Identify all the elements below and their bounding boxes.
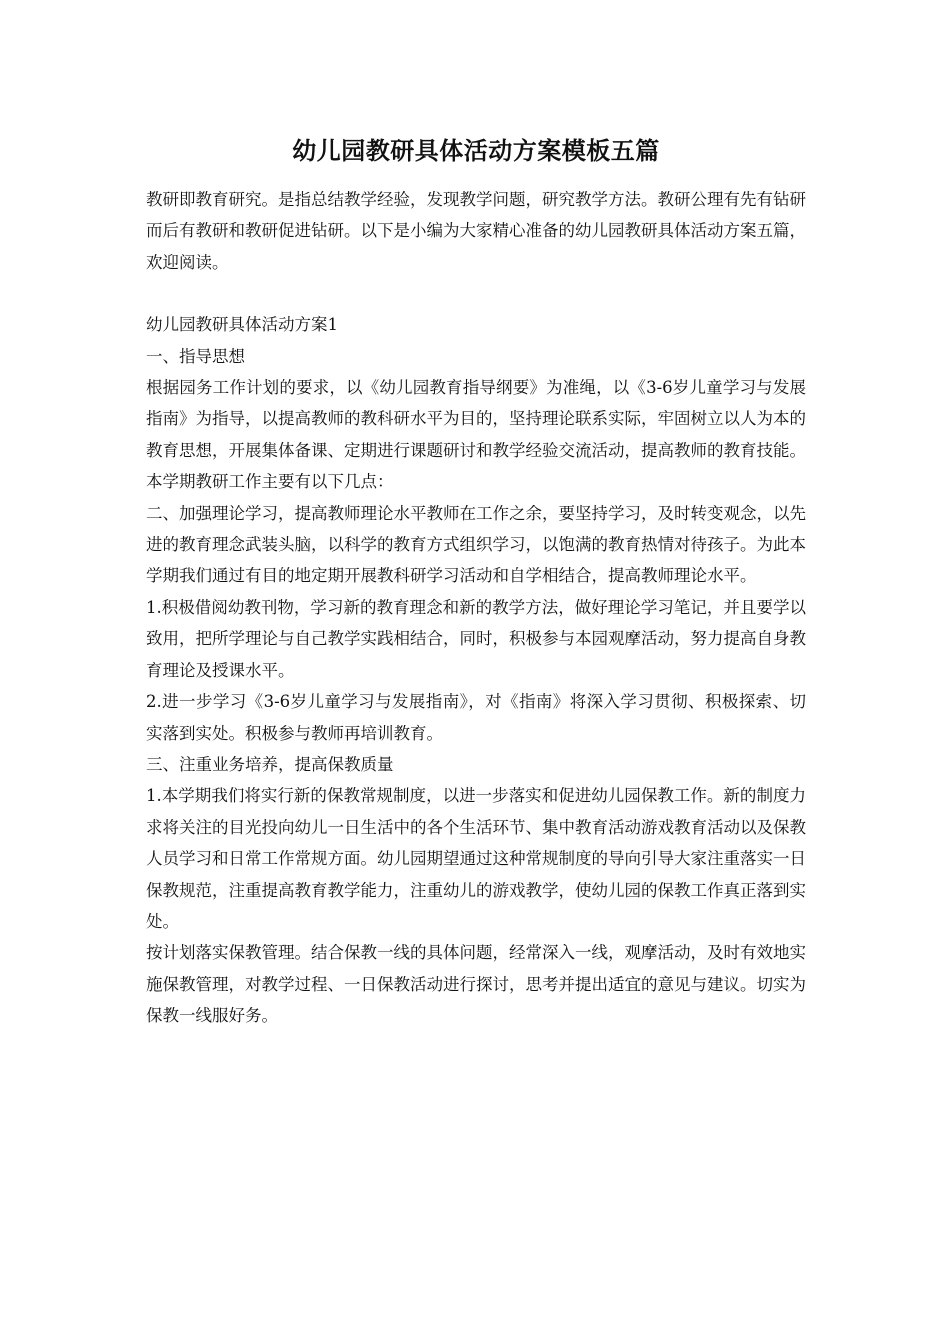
paragraph: 2.进一步学习《3-6岁儿童学习与发展指南》，对《指南》将深入学习贯彻、积极探索、切实落到实处。积极参与教师再培训教育。 bbox=[146, 692, 806, 743]
paragraph: 二、加强理论学习，提高教师理论水平教师在工作之余，要坚持学习，及时转变观念，以先进的教育理念武装头脑，以科学的教育方式组织学习，以饱满的教育热情对待孩子。为此本学期我们通过有目的地定期开展教科研学习活动和自学相结合，提高教师理论水平。 bbox=[146, 503, 806, 586]
section-heading: 幼儿园教研具体活动方案1 bbox=[146, 315, 338, 335]
document-body bbox=[146, 184, 806, 1032]
paragraph-gap bbox=[146, 278, 806, 309]
paragraph: 根据园务工作计划的要求，以《幼儿园教育指导纲要》为准绳，以《3-6岁儿童学习与发展指南》为指导，以提高教师的教科研水平为目的，坚持理论联系实际，牢固树立以人为本的教育思想，开展集体备课、定期进行课题研讨和教学经验交流活动，提高教师的教育技能。本学期教研工作主要有以下几点： bbox=[146, 378, 806, 492]
document-title: 幼儿园教研具体活动方案模板五篇 bbox=[292, 136, 660, 165]
paragraph: 按计划落实保教管理。结合保教一线的具体问题，经常深入一线，观摩活动，及时有效地实施保教管理，对教学过程、一日保教活动进行探讨，思考并提出适宜的意见与建议。切实为保教一线服好务。 bbox=[146, 943, 806, 1026]
subheading-business-training: 三、注重业务培养，提高保教质量 bbox=[146, 754, 394, 774]
paragraph: 1.积极借阅幼教刊物，学习新的教育理念和新的教学方法，做好理论学习笔记，并且要学以致用，把所学理论与自己教学实践相结合，同时，积极参与本园观摩活动，努力提高自身教育理论及授课水平。 bbox=[146, 597, 806, 680]
subheading-guiding-thought: 一、指导思想 bbox=[146, 346, 245, 366]
intro-paragraph: 教研即教育研究。是指总结教学经验，发现教学问题，研究教学方法。教研公理有先有钻研而后有教研和教研促进钻研。以下是小编为大家精心准备的幼儿园教研具体活动方案五篇，欢迎阅读。 bbox=[146, 190, 806, 272]
paragraph: 1.本学期我们将实行新的保教常规制度，以进一步落实和促进幼儿园保教工作。新的制度力求将关注的目光投向幼儿一日生活中的各个生活环节、集中教育活动游戏教育活动以及保教人员学习和日常工作常规方面。幼儿园期望通过这种常规制度的导向引导大家注重落实一日保教规范，注重提高教育教学能力，注重幼儿的游戏教学，使幼儿园的保教工作真正落到实处。 bbox=[146, 786, 806, 931]
